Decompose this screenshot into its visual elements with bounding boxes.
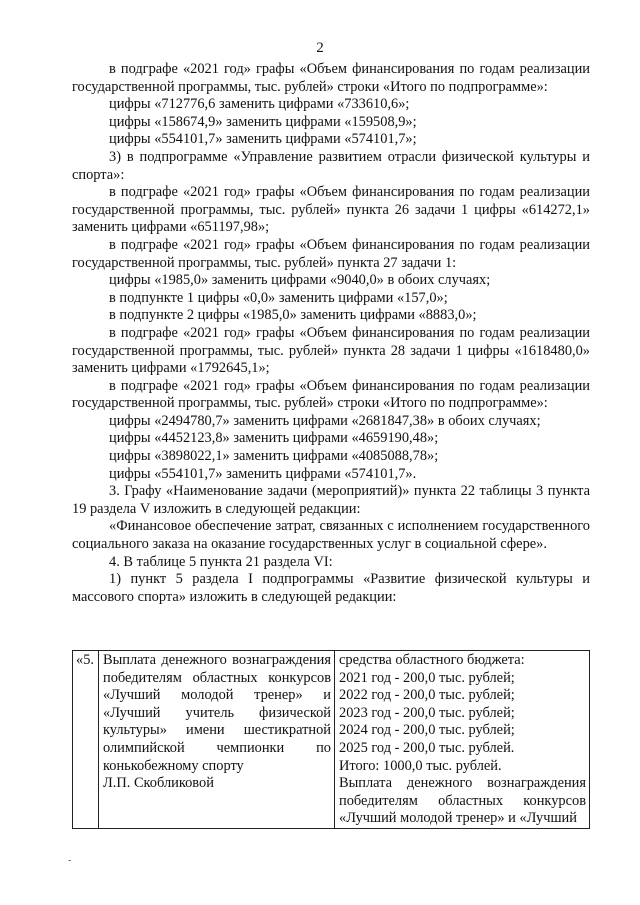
- paragraph: 3. Графу «Наименование задачи (мероприятий)» пункта 22 таблицы 3 пункта 19 раздела V изложить в следующей редакции:: [72, 483, 590, 517]
- table-funding-cell: [335, 651, 590, 829]
- paragraph: «Финансовое обеспечение затрат, связанных с исполнением государственного социального заказа на оказание государственных услуг в социальной сфере».: [72, 518, 590, 553]
- paragraph: в подграфе «2021 год» графы «Объем финансирования по годам реализации государственной программы, тыс. рублей» пункта 26 задачи 1 цифры «614272,1» заменить цифрами «651197,98»;: [72, 184, 590, 236]
- paragraph: цифры «554101,7» заменить цифрами «574101,7».: [109, 465, 417, 482]
- table-task-signature: Л.П. Скобликовой: [103, 775, 214, 792]
- funding-line: 2025 год - 200,0 тыс. рублей.: [339, 739, 515, 756]
- paragraph: цифры «3898022,1» заменить цифрами «4085088,78»;: [109, 448, 439, 465]
- paragraph: цифры «712776,6 заменить цифрами «733610,6»;: [109, 96, 410, 113]
- funding-line: 2021 год - 200,0 тыс. рублей;: [339, 669, 515, 686]
- table-item-number: «5.: [73, 651, 99, 829]
- paragraph: 1) пункт 5 раздела I подпрограммы «Развитие физической культуры и массового спорта» изложить в следующей редакции:: [72, 571, 590, 605]
- table-funding-tail: Выплата денежного вознаграждения победителям областных конкурсов «Лучший молодой тренер» и «Лучший: [339, 775, 586, 827]
- paragraph: в подпункте 1 цифры «0,0» заменить цифрами «157,0»;: [109, 289, 448, 306]
- table-task-name: Выплата денежного вознаграждения победителям областных конкурсов «Лучший молодой тренер» и «Лучший учитель физической культуры» имени шестикратной олимпийской чемпионки по конькобежному спорту: [103, 652, 331, 774]
- paragraph: цифры «2494780,7» заменить цифрами «2681847,38» в обоих случаях;: [109, 412, 541, 429]
- paragraph: 4. В таблице 5 пункта 21 раздела VI:: [109, 553, 333, 570]
- paragraph: в подграфе «2021 год» графы «Объем финансирования по годам реализации государственной программы, тыс. рублей» строки «Итого по подпрограмме»:: [72, 61, 590, 95]
- footer-mark: -: [68, 855, 72, 866]
- funding-table: [72, 650, 590, 829]
- paragraph: 3) в подпрограмме «Управление развитием отрасли физической культуры и спорта»:: [72, 148, 590, 183]
- funding-line: 2024 год - 200,0 тыс. рублей;: [339, 722, 515, 739]
- funding-lines: [339, 652, 586, 775]
- table-task-name-cell: [99, 651, 335, 829]
- funding-line: Итого: 1000,0 тыс. рублей.: [339, 757, 502, 774]
- paragraph: цифры «1985,0» заменить цифрами «9040,0» в обоих случаях;: [109, 272, 491, 289]
- funding-line: 2023 год - 200,0 тыс. рублей;: [339, 704, 515, 721]
- paragraph: в подграфе «2021 год» графы «Объем финансирования по годам реализации государственной программы, тыс. рублей» строки «Итого по подпрограмме»:: [72, 377, 590, 412]
- paragraph: в подграфе «2021 год» графы «Объем финансирования по годам реализации государственной программы, тыс. рублей» пункта 28 задачи 1 цифры «1618480,0» заменить цифрами «1792645,1»;: [72, 324, 590, 377]
- paragraph: цифры «158674,9» заменить цифрами «159508,9»;: [109, 113, 417, 130]
- paragraph: в подграфе «2021 год» графы «Объем финансирования по годам реализации государственной программы, тыс. рублей» пункта 27 задачи 1:: [72, 236, 590, 271]
- funding-line: 2022 год - 200,0 тыс. рублей;: [339, 687, 515, 704]
- paragraph: цифры «554101,7» заменить цифрами «574101,7»;: [109, 131, 417, 148]
- paragraph: в подпункте 2 цифры «1985,0» заменить цифрами «8883,0»;: [109, 307, 477, 324]
- paragraph: цифры «4452123,8» заменить цифрами «4659190,48»;: [109, 430, 439, 447]
- funding-line: средства областного бюджета:: [339, 652, 525, 668]
- page-number: 2: [316, 40, 324, 56]
- table-row: [73, 651, 590, 829]
- document-body: [72, 61, 590, 606]
